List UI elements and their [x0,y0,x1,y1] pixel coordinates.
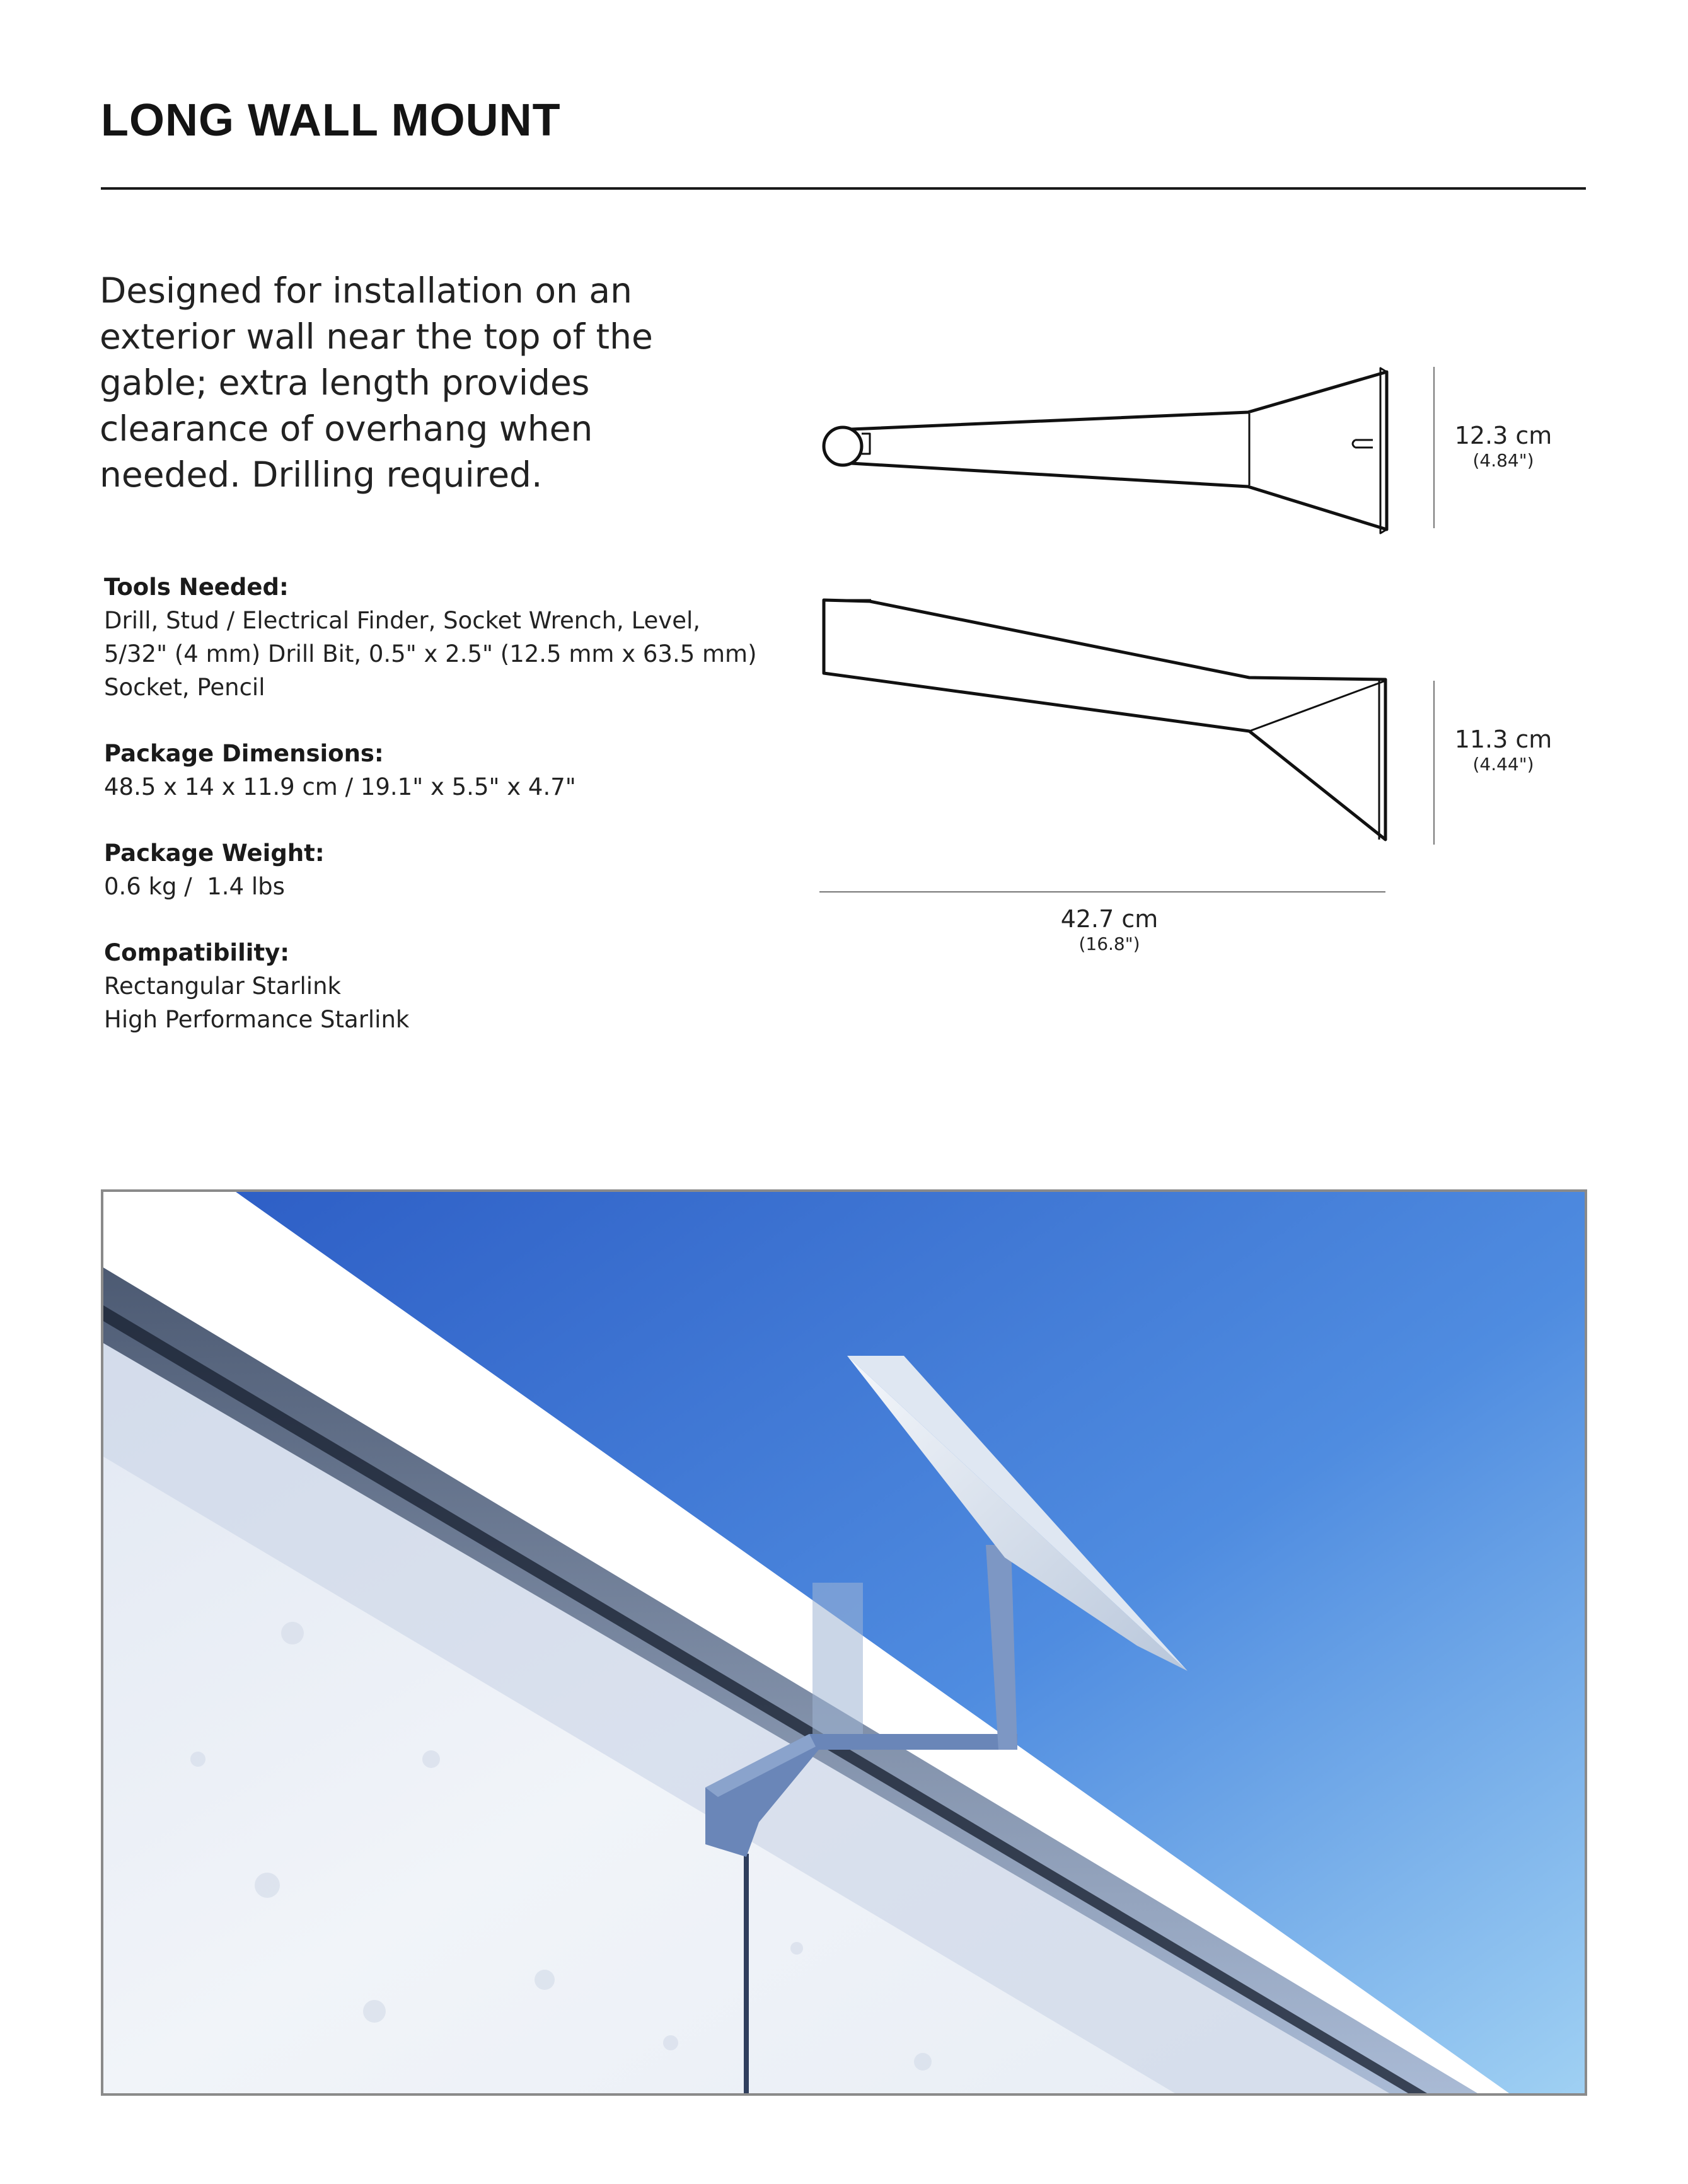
side-view-drawing [824,600,1385,840]
side-height-imperial: (4.44") [1472,754,1534,775]
package-dimensions [104,737,829,804]
installed-mount-photo [103,1192,1585,2093]
compatibility [104,936,829,1036]
package-weight-heading: Package Weight: [104,840,325,867]
tools-line: 5/32" (4 mm) Drill Bit, 0.5" x 2.5" (12.5 mm x 63.5 mm) [104,640,757,667]
side-height-label [1450,725,1557,775]
package-dimensions-heading: Package Dimensions: [104,740,384,767]
dimension-diagram [801,353,1576,983]
specifications [104,570,829,1069]
side-height-metric: 11.3 cm [1454,725,1552,753]
page-title: LONG WALL MOUNT [101,95,561,146]
description-line: clearance of overhang when [100,408,593,449]
description-line: Designed for installation on an [100,270,632,311]
tools-line: Socket, Pencil [104,674,265,701]
length-imperial: (16.8") [1078,933,1140,954]
tools-heading: Tools Needed: [104,574,289,601]
package-dimensions-value: 48.5 x 14 x 11.9 cm / 19.1" x 5.5" x 4.7" [104,773,576,800]
compatibility-line: High Performance Starlink [104,1006,410,1033]
title-divider [101,187,1586,190]
top-height-imperial: (4.84") [1472,450,1534,471]
top-view-drawing [824,368,1387,533]
package-weight [104,836,829,903]
length-metric: 42.7 cm [1060,905,1159,933]
product-description [100,268,654,498]
product-photo [101,1189,1587,2096]
description-line: needed. Drilling required. [100,454,543,495]
tools-needed [104,570,829,704]
top-height-label [1450,421,1557,471]
description-line: exterior wall near the top of the [100,316,653,357]
compatibility-line: Rectangular Starlink [104,973,341,1000]
length-label [1034,904,1185,955]
package-weight-value: 0.6 kg / 1.4 lbs [104,873,285,900]
tools-line: Drill, Stud / Electrical Finder, Socket Wrench, Level, [104,607,700,634]
compatibility-heading: Compatibility: [104,939,290,966]
description-line: gable; extra length provides [100,362,590,403]
top-height-metric: 12.3 cm [1454,422,1552,449]
